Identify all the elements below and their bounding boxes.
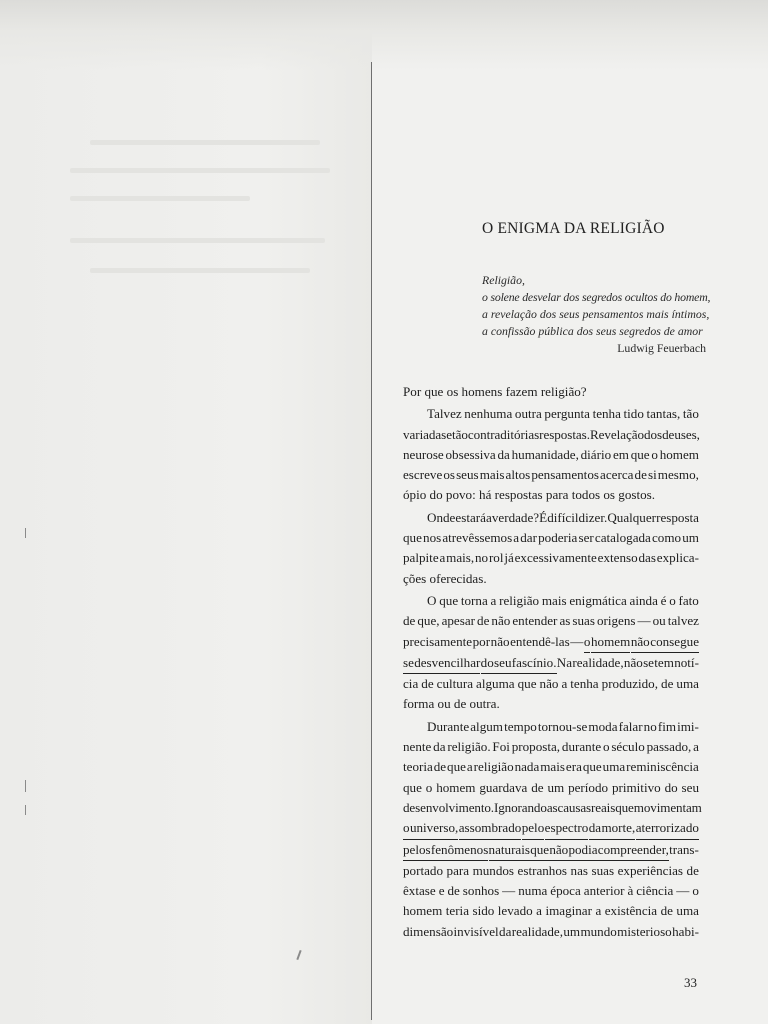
text-line: forma ou de outra. — [403, 696, 500, 712]
epigraph-author: Ludwig Feuerbach — [617, 341, 706, 355]
bleed-through-line — [90, 140, 320, 145]
scan-speck — [25, 528, 26, 538]
text-line: que nos atrevêssemos a dar poderia ser catalogada como um — [403, 530, 699, 546]
body-text — [403, 382, 702, 942]
text-line: desenvolvimento. Ignorando as causas reais que movimentam — [403, 799, 702, 815]
text-line: O que torna a religião mais enigmática ainda é o fato — [427, 592, 699, 608]
bleed-through-line — [70, 238, 325, 243]
text-line: variadas e tão contraditórias respostas. Revelação dos deuses, — [403, 426, 700, 442]
text-line-underlined: precisamente por não entendê-las — o homem não consegue — [403, 632, 699, 653]
bleed-through-line — [70, 168, 330, 173]
left-page-blank — [0, 0, 372, 1024]
epigraph — [482, 272, 711, 357]
text-line: cia de cultura alguma que não a tenha produzido, de uma — [403, 676, 699, 692]
text-line: ópio do povo: há respostas para todos os gostos. — [403, 487, 656, 503]
chapter-title: O ENIGMA DA RELIGIÃO — [482, 220, 665, 237]
text-line: teoria de que a religião nada mais era que uma reminiscência — [403, 759, 699, 775]
text-line-underlined: o universo, assombrado pelo espectro da morte, aterrorizado — [403, 818, 699, 839]
bleed-through-line — [90, 268, 310, 273]
text-line: Durante algum tempo tornou-se moda falar no fim imi- — [427, 718, 699, 734]
epigraph-line: Religião, — [482, 273, 525, 287]
text-line: dimensão invisível da realidade, um mundo misterioso habi- — [403, 923, 699, 939]
text-line-underlined: se desvencilhar do seu fascínio. Na realidade, não se tem notí- — [403, 653, 699, 674]
text-line: Talvez nenhuma outra pergunta tenha tido tantas, tão — [427, 406, 699, 422]
text-line: ções oferecidas. — [403, 570, 487, 586]
text-line: homem teria sido levado a imaginar a existência de uma — [403, 903, 699, 919]
text-line: nente da religião. Foi proposta, durante o século passado, a — [403, 739, 699, 755]
question-line: Por que os homens fazem religião? — [403, 384, 587, 399]
epigraph-line: o solene desvelar dos segredos ocultos do homem, — [482, 290, 711, 304]
scan-speck — [25, 805, 26, 815]
text-line: neurose obsessiva da humanidade, diário em que o homem — [403, 446, 699, 462]
epigraph-line: a revelação dos seus pensamentos mais íntimos, — [482, 307, 710, 321]
scan-speck — [25, 780, 26, 792]
text-line: portado para mundos estranhos nas suas experiências de — [403, 862, 699, 878]
text-line: que o homem guardava de um período primitivo do seu — [403, 779, 699, 795]
text-line: êxtase e de sonhos — numa época anterior à ciência — o — [403, 883, 699, 899]
epigraph-line: a confissão pública dos seus segredos de amor — [482, 324, 703, 338]
text-line: escreve os seus mais altos pensamentos acerca de si mesmo, — [403, 467, 699, 483]
text-line: palpite a mais, no rol já excessivamente extenso das explica- — [403, 550, 699, 566]
text-line-underlined: pelos fenômenos naturais que não podia compreender, trans- — [403, 840, 699, 861]
text-line: Onde estará a verdade? É difícil dizer. Qualquer resposta — [427, 509, 699, 525]
bleed-through-line — [70, 196, 250, 201]
text-line: de que, apesar de não entender as suas origens — ou talvez — [403, 613, 699, 629]
page-number: 33 — [684, 975, 697, 990]
